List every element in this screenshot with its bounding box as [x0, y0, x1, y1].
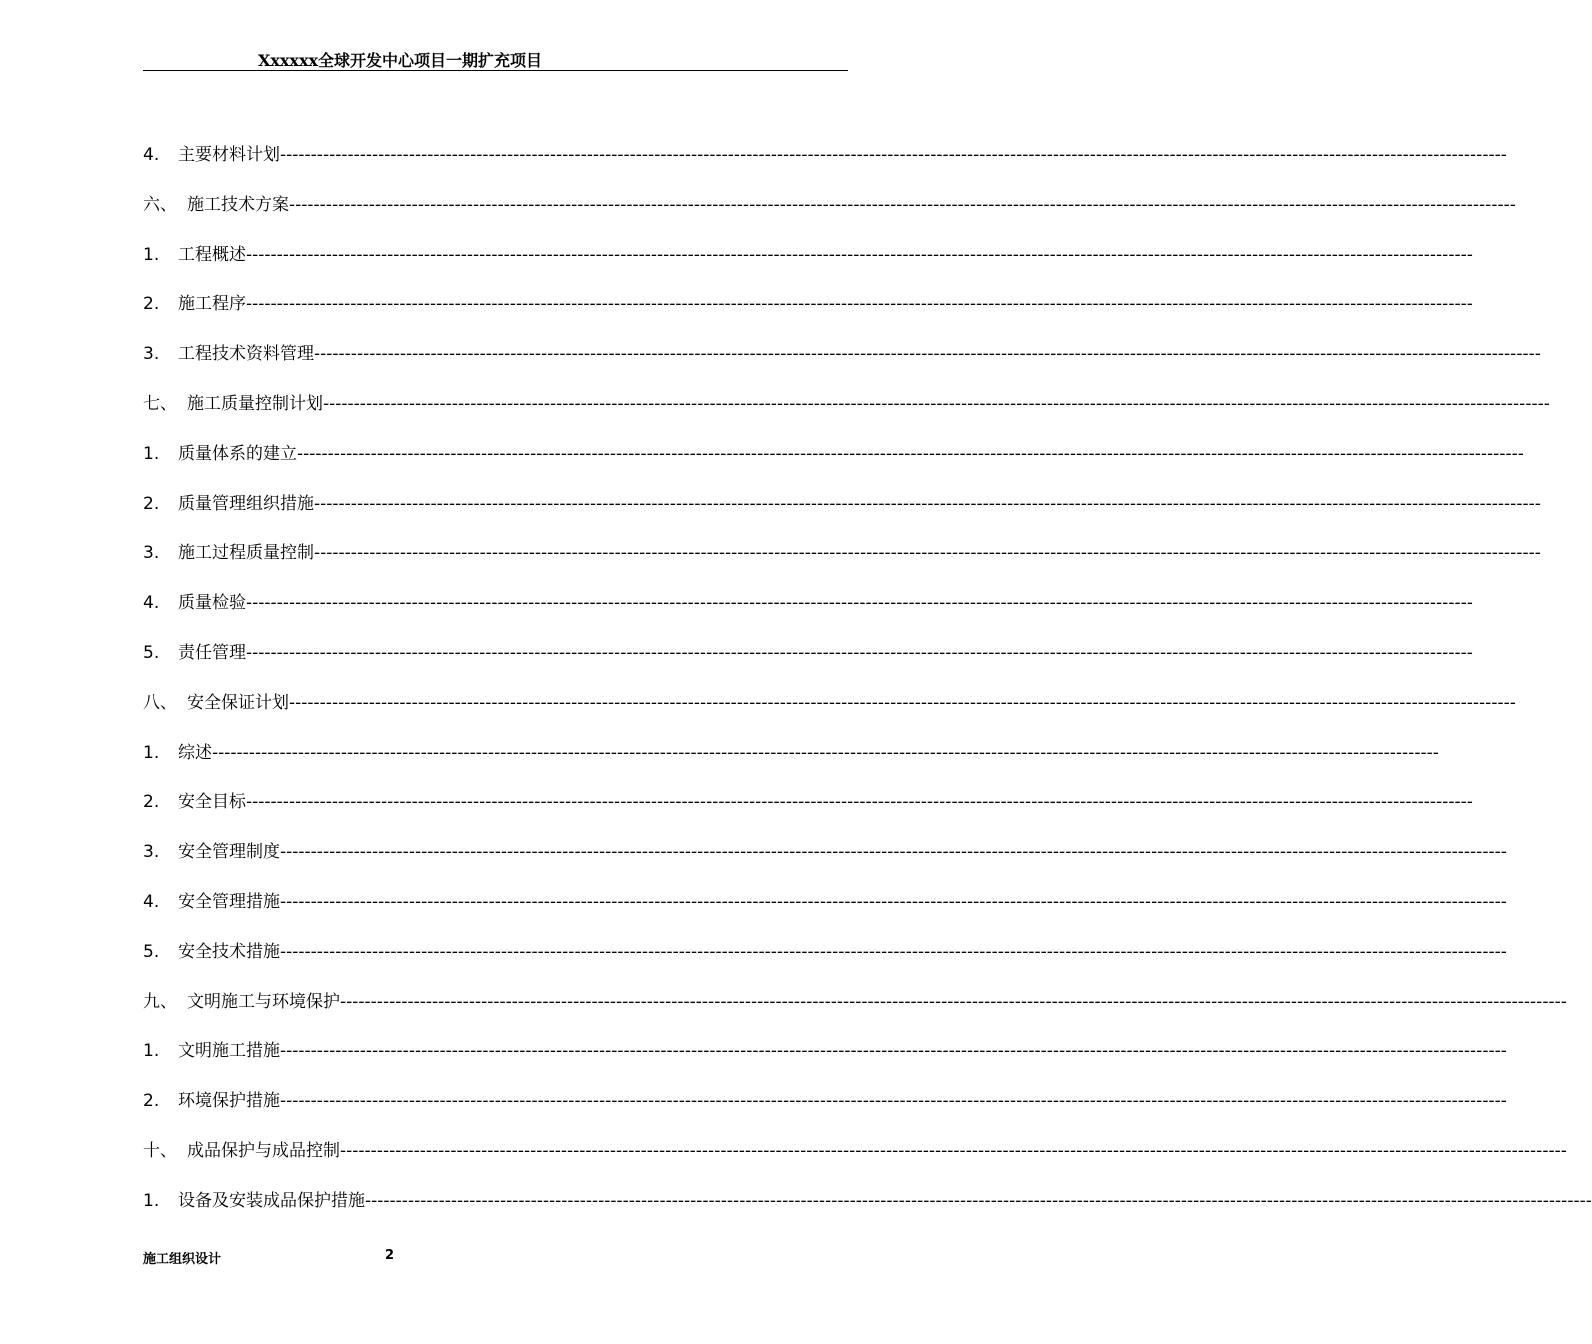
toc-dot-leader: --------------------------------------------------------------------------------------------------------------------------------------------------------------------------------------------------------: [280, 1041, 1507, 1062]
table-of-contents: [143, 140, 1592, 1236]
toc-dot-leader: --------------------------------------------------------------------------------------------------------------------------------------------------------------------------------------------------------: [365, 1190, 1592, 1211]
toc-entry: [143, 1036, 1507, 1086]
toc-entry: [143, 937, 1507, 987]
toc-entry-number: 九、: [143, 991, 177, 1012]
page-number: 2: [385, 1248, 395, 1263]
toc-entry-title: 安全技术措施: [178, 941, 280, 962]
toc-entry-number: 3.: [143, 543, 160, 564]
toc-dot-leader: --------------------------------------------------------------------------------------------------------------------------------------------------------------------------------------------------------: [340, 991, 1567, 1012]
toc-entry-title: 文明施工措施: [178, 1041, 280, 1062]
toc-entry-title: 质量检验: [178, 593, 246, 614]
toc-entry-number: 4.: [143, 891, 160, 912]
toc-entry-number: 5.: [143, 642, 160, 663]
toc-dot-leader: --------------------------------------------------------------------------------------------------------------------------------------------------------------------------------------------------------: [246, 294, 1473, 315]
toc-entry-number: 1.: [143, 443, 160, 464]
toc-entry-title: 责任管理: [178, 642, 246, 663]
toc-entry-title: 成品保护与成品控制: [187, 1140, 340, 1161]
toc-entry-number: 十、: [143, 1140, 177, 1161]
toc-dot-leader: --------------------------------------------------------------------------------------------------------------------------------------------------------------------------------------------------------: [314, 493, 1541, 514]
toc-entry-number: 3.: [143, 842, 160, 863]
toc-dot-leader: --------------------------------------------------------------------------------------------------------------------------------------------------------------------------------------------------------: [246, 593, 1473, 614]
toc-entry: [143, 1136, 1567, 1186]
toc-entry-number: 七、: [143, 393, 177, 414]
toc-dot-leader: --------------------------------------------------------------------------------------------------------------------------------------------------------------------------------------------------------: [314, 543, 1541, 564]
toc-entry-number: 5.: [143, 941, 160, 962]
toc-entry: [143, 738, 1439, 788]
toc-entry-number: 八、: [143, 692, 177, 713]
toc-entry-title: 质量管理组织措施: [178, 493, 314, 514]
toc-entry-title: 施工技术方案: [187, 194, 289, 215]
toc-dot-leader: --------------------------------------------------------------------------------------------------------------------------------------------------------------------------------------------------------: [289, 692, 1516, 713]
toc-entry-title: 文明施工与环境保护: [187, 991, 340, 1012]
toc-entry-title: 施工质量控制计划: [187, 393, 323, 414]
header-rule: [143, 70, 848, 71]
toc-entry-title: 安全保证计划: [187, 692, 289, 713]
toc-entry-number: 3.: [143, 344, 160, 365]
toc-entry-title: 安全目标: [178, 792, 246, 813]
toc-entry: [143, 439, 1524, 489]
toc-entry: [143, 688, 1516, 738]
toc-entry: [143, 140, 1507, 190]
toc-entry-title: 安全管理制度: [178, 842, 280, 863]
toc-dot-leader: --------------------------------------------------------------------------------------------------------------------------------------------------------------------------------------------------------: [314, 344, 1541, 365]
toc-entry: [143, 588, 1473, 638]
toc-entry-title: 工程概述: [178, 244, 246, 265]
toc-entry-number: 4.: [143, 145, 160, 165]
toc-entry-number: 六、: [143, 194, 177, 215]
toc-entry: [143, 1086, 1507, 1136]
toc-dot-leader: --------------------------------------------------------------------------------------------------------------------------------------------------------------------------------------------------------: [212, 742, 1439, 763]
toc-entry: [143, 1186, 1592, 1236]
toc-entry-number: 1.: [143, 1041, 160, 1062]
toc-entry: [143, 787, 1473, 837]
toc-entry: [143, 289, 1473, 339]
toc-dot-leader: --------------------------------------------------------------------------------------------------------------------------------------------------------------------------------------------------------: [246, 642, 1473, 663]
toc-entry-number: 2.: [143, 1091, 160, 1112]
toc-entry: [143, 638, 1473, 688]
toc-entry: [143, 489, 1541, 539]
toc-dot-leader: --------------------------------------------------------------------------------------------------------------------------------------------------------------------------------------------------------: [280, 842, 1507, 863]
toc-dot-leader: --------------------------------------------------------------------------------------------------------------------------------------------------------------------------------------------------------: [340, 1140, 1567, 1161]
toc-entry-title: 施工过程质量控制: [178, 543, 314, 564]
toc-entry: [143, 190, 1516, 240]
page-header-title: Xxxxxx全球开发中心项目一期扩充项目: [257, 51, 543, 70]
footer-label: 施工组织设计: [143, 1252, 222, 1267]
toc-entry-number: 4.: [143, 593, 160, 614]
toc-dot-leader: --------------------------------------------------------------------------------------------------------------------------------------------------------------------------------------------------------: [280, 891, 1507, 912]
toc-entry-title: 施工程序: [178, 294, 246, 315]
toc-dot-leader: --------------------------------------------------------------------------------------------------------------------------------------------------------------------------------------------------------: [323, 393, 1550, 414]
toc-entry-title: 工程技术资料管理: [178, 344, 314, 365]
toc-entry-number: 1.: [143, 244, 160, 265]
toc-entry-title: 主要材料计划: [178, 145, 280, 165]
toc-entry-number: 2.: [143, 294, 160, 315]
toc-dot-leader: --------------------------------------------------------------------------------------------------------------------------------------------------------------------------------------------------------: [289, 194, 1516, 215]
toc-entry: [143, 389, 1550, 439]
toc-entry-title: 环境保护措施: [178, 1091, 280, 1112]
toc-dot-leader: --------------------------------------------------------------------------------------------------------------------------------------------------------------------------------------------------------: [246, 792, 1473, 813]
toc-entry-number: 1.: [143, 742, 160, 763]
toc-entry: [143, 538, 1541, 588]
toc-entry-number: 1.: [143, 1190, 160, 1211]
toc-entry-title: 综述: [178, 742, 212, 763]
toc-entry-title: 设备及安装成品保护措施: [178, 1190, 365, 1211]
toc-entry-title: 安全管理措施: [178, 891, 280, 912]
toc-entry: [143, 887, 1507, 937]
toc-entry: [143, 240, 1473, 290]
toc-dot-leader: --------------------------------------------------------------------------------------------------------------------------------------------------------------------------------------------------------: [297, 443, 1524, 464]
toc-entry-title: 质量体系的建立: [178, 443, 297, 464]
toc-entry: [143, 837, 1507, 887]
toc-dot-leader: --------------------------------------------------------------------------------------------------------------------------------------------------------------------------------------------------------: [280, 145, 1507, 165]
toc-entry: [143, 987, 1567, 1037]
toc-dot-leader: --------------------------------------------------------------------------------------------------------------------------------------------------------------------------------------------------------: [246, 244, 1473, 265]
toc-dot-leader: --------------------------------------------------------------------------------------------------------------------------------------------------------------------------------------------------------: [280, 1091, 1507, 1112]
toc-dot-leader: --------------------------------------------------------------------------------------------------------------------------------------------------------------------------------------------------------: [280, 941, 1507, 962]
toc-entry: [143, 339, 1541, 389]
toc-entry-number: 2.: [143, 493, 160, 514]
toc-entry-number: 2.: [143, 792, 160, 813]
